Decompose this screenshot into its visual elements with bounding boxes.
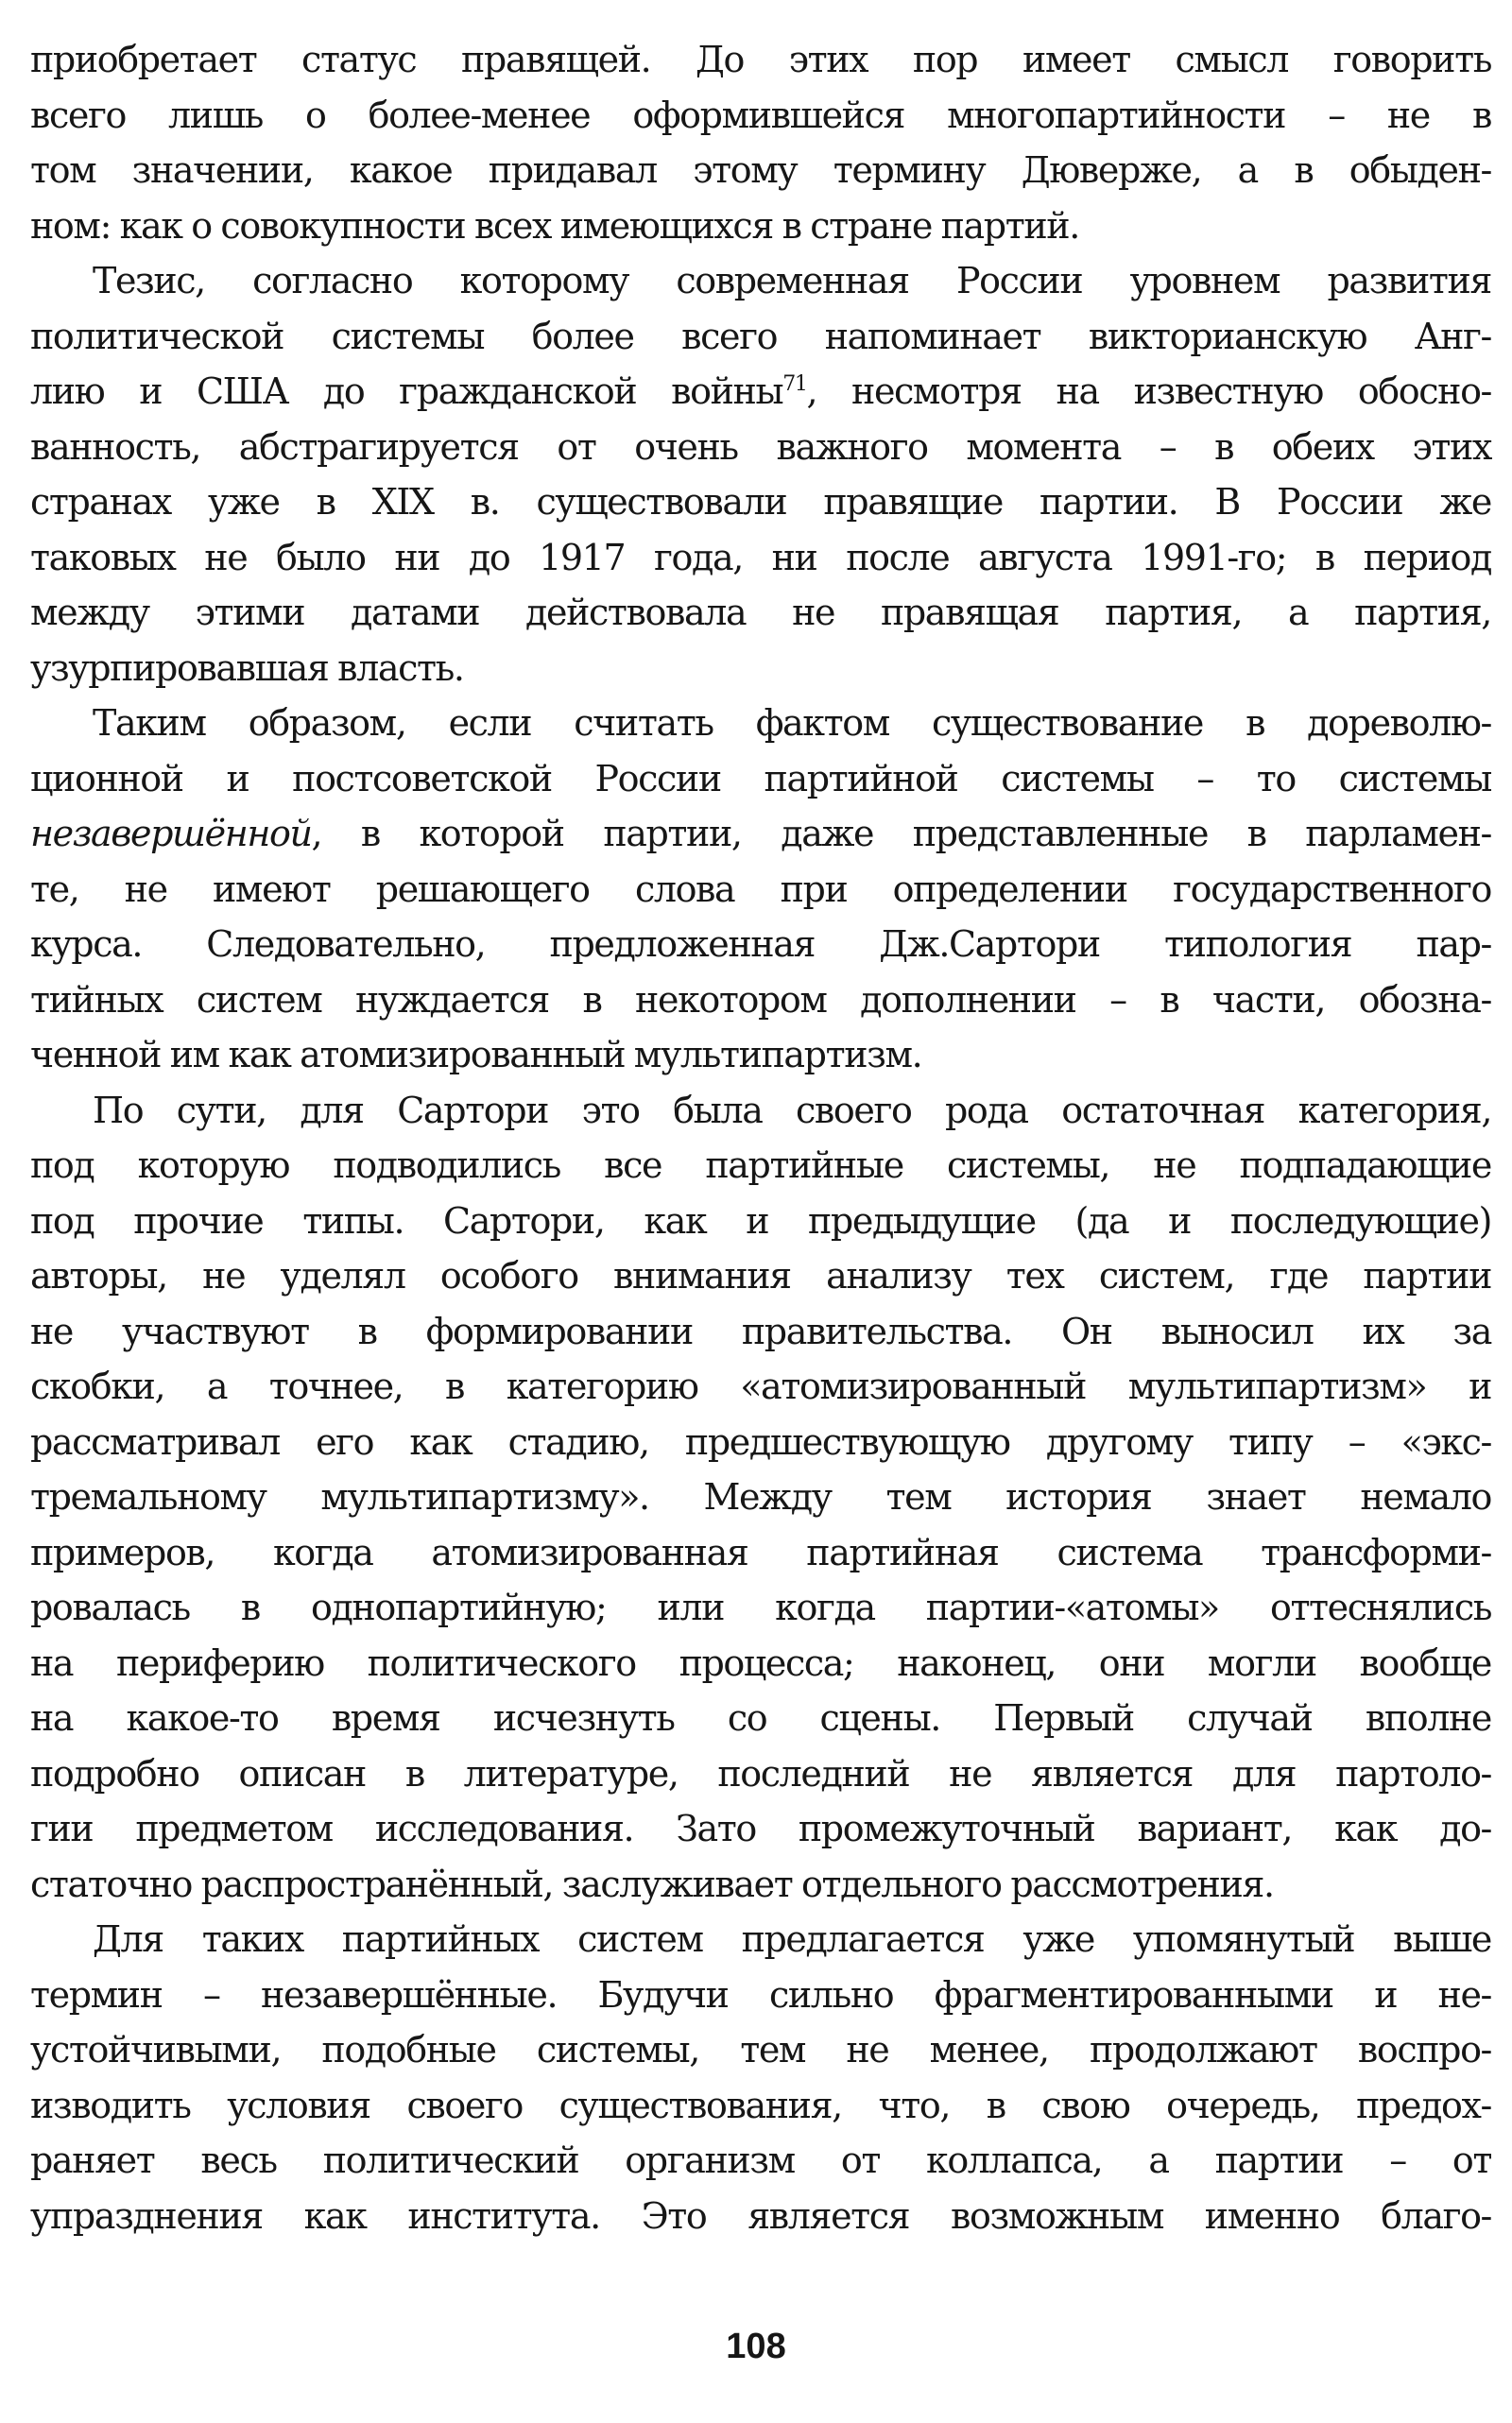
text-run: устойчивыми, подобные системы, тем не менее, продолжают воспро- [30, 2029, 1491, 2071]
text-line [30, 364, 1491, 420]
text-line [30, 474, 1491, 530]
text-line [30, 806, 1491, 862]
text-run: Таким образом, если считать фактом существование в дореволю- [93, 702, 1491, 744]
text-line [30, 972, 1491, 1028]
text-run: курса. Следовательно, предложенная Дж.Сартори типология пар- [30, 923, 1491, 965]
text-run: упразднения как института. Это является возможным именно благо- [30, 2194, 1491, 2237]
text-line [30, 1636, 1491, 1692]
page-number: 108 [726, 2327, 786, 2366]
text-line [30, 1801, 1491, 1857]
text-line [30, 696, 1491, 751]
text-run: узурпировавшая власть. [30, 646, 464, 689]
text-line [30, 1304, 1491, 1360]
text-line [30, 143, 1491, 198]
paragraph [30, 32, 1491, 253]
text-line [30, 1968, 1491, 2023]
text-run: тремальному мультипартизму». Между тем история знает немало [30, 1476, 1491, 1518]
text-run: скобки, а точнее, в категорию «атомизированный мультипартизм» и [30, 1366, 1491, 1407]
text-run: примеров, когда атомизированная партийная система трансформи- [30, 1531, 1491, 1573]
text-run: лию и США до гражданской войны [30, 370, 783, 412]
text-run: ченной им как атомизированный мультипартизм. [30, 1034, 922, 1075]
text-line [30, 32, 1491, 88]
text-run: те, не имеют решающего слова при определении государственного [30, 868, 1491, 910]
text-line [30, 751, 1491, 807]
text-run: приобретает статус правящей. До этих пор имеет смысл говорить [30, 39, 1491, 80]
text-line [30, 641, 1491, 696]
text-run: ровалась в однопартийную; или когда партии-«атомы» оттеснялись [30, 1587, 1491, 1628]
text-line [30, 1248, 1491, 1304]
paragraph [30, 696, 1491, 1083]
text-line [30, 420, 1491, 475]
text-line [30, 1469, 1491, 1525]
text-run: раняет весь политический организм от коллапса, а партии – от [30, 2139, 1491, 2181]
text-run: под прочие типы. Сартори, как и предыдущие (да и последующие) [30, 1199, 1491, 1242]
text-line [30, 1857, 1491, 1913]
text-line [30, 2189, 1491, 2244]
text-run: всего лишь о более-менее оформившейся многопартийности – не в [30, 94, 1491, 136]
text-line [30, 530, 1491, 586]
text-line [30, 2022, 1491, 2078]
text-run: том значении, какое придавал этому термину Дюверже, а в обыден- [30, 149, 1491, 191]
text-run: , несмотря на известную обосно- [806, 370, 1491, 412]
text-line [30, 1027, 1491, 1083]
text-run: странах уже в XIX в. существовали правящие партии. В России же [30, 481, 1491, 523]
text-line [30, 1580, 1491, 1636]
text-line [30, 1746, 1491, 1802]
text-line [30, 1415, 1491, 1470]
text-run: рассматривал его как стадию, предшествующую другому типу – «экс- [30, 1420, 1491, 1463]
text-run: Тезис, согласно которому современная России уровнем развития [93, 260, 1491, 301]
paragraph [30, 1083, 1491, 1913]
text-line [30, 198, 1491, 254]
text-run: изводить условия своего существования, что, в свою очередь, предох- [30, 2084, 1491, 2126]
text-run: ванность, абстрагируется от очень важного момента – в обеих этих [30, 425, 1491, 468]
text-line [30, 1691, 1491, 1746]
text-line [30, 1138, 1491, 1194]
paragraph [30, 253, 1491, 696]
text-line [30, 88, 1491, 144]
text-run: гии предметом исследования. Зато промежуточный вариант, как до- [30, 1808, 1491, 1849]
text-run: политической системы более всего напоминает викторианскую Анг- [30, 315, 1491, 357]
text-run: , в которой партии, даже представленные в парламен- [311, 813, 1491, 854]
text-run: под которую подводились все партийные системы, не подпадающие [30, 1144, 1491, 1186]
paragraph [30, 1912, 1491, 2243]
text-line [30, 1912, 1491, 1968]
text-line [30, 253, 1491, 309]
text-run: статочно распространённый, заслуживает отдельного рассмотрения. [30, 1863, 1274, 1905]
text-run: тийных систем нуждается в некотором дополнении – в части, обозна- [30, 978, 1491, 1021]
text-line [30, 1083, 1491, 1139]
text-line [30, 1359, 1491, 1415]
text-line [30, 585, 1491, 641]
italic-term: незавершённой [30, 813, 312, 854]
text-run: на какое-то время исчезнуть со сцены. Первый случай вполне [30, 1697, 1491, 1739]
text-run: таковых не было ни до 1917 года, ни после августа 1991-го; в период [30, 536, 1491, 578]
text-line [30, 917, 1491, 972]
text-run: между этими датами действовала не правящая партия, а партия, [30, 592, 1491, 633]
body-text [30, 32, 1491, 2243]
footnote-marker: 71 [782, 372, 807, 396]
text-run: термин – незавершённые. Будучи сильно фрагментированными и не- [30, 1973, 1491, 2016]
text-line [30, 862, 1491, 918]
text-run: подробно описан в литературе, последний не является для партоло- [30, 1752, 1491, 1795]
text-line [30, 2133, 1491, 2189]
text-line [30, 1525, 1491, 1581]
text-run: авторы, не уделял особого внимания анализу тех систем, где партии [30, 1255, 1491, 1297]
text-run: не участвуют в формировании правительства. Он выносил их за [30, 1310, 1491, 1352]
text-run: на периферию политического процесса; наконец, они могли вообще [30, 1641, 1491, 1684]
text-line [30, 309, 1491, 365]
text-line [30, 2078, 1491, 2134]
text-run: По сути, для Сартори это была своего рода остаточная категория, [93, 1089, 1491, 1131]
text-line [30, 1194, 1491, 1249]
text-run: ционной и постсоветской России партийной системы – то системы [30, 757, 1491, 799]
text-run: Для таких партийных систем предлагается уже упомянутый выше [93, 1918, 1491, 1960]
text-run: ном: как о совокупности всех имеющихся в стране партий. [30, 204, 1079, 247]
